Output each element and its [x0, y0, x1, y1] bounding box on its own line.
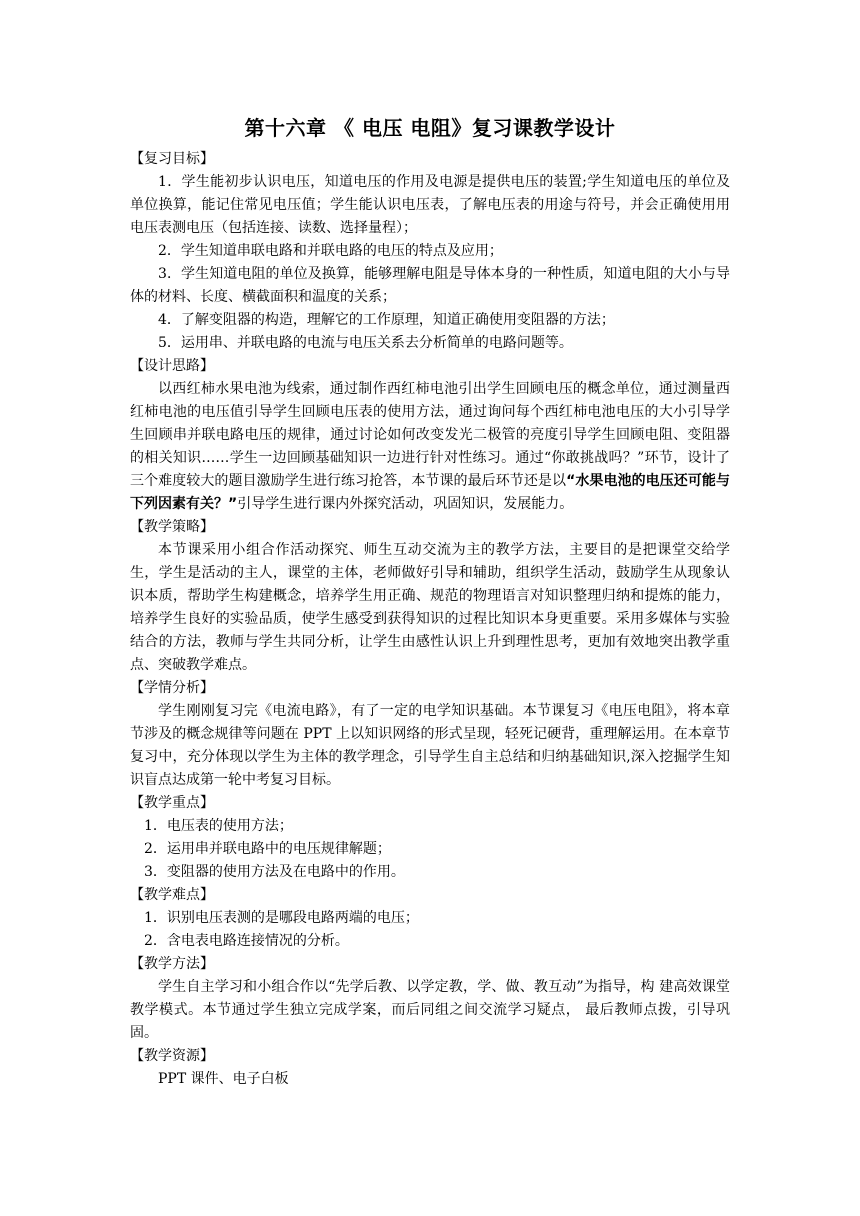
- key-point-item-3: 3．变阻器的使用方法及在电路中的作用。: [144, 864, 405, 880]
- key-point-item-2: 2．运用串并联电路中的电压规律解题；: [144, 841, 391, 857]
- goal-item-3: 3．学生知道电阻的单位及换算，能够理解电阻是导体本身的一种性质，知道电阻的大小与导体的材料、长度、横截面积和温度的关系；: [130, 266, 730, 305]
- document-page: [130, 114, 730, 1091]
- section-heading-key-points: 【教学重点】: [130, 795, 214, 811]
- section-heading-strategy: 【教学策略】: [130, 519, 214, 535]
- resources-paragraph: PPT 课件、电子白板: [158, 1071, 289, 1087]
- methods-paragraph: 学生自主学习和小组合作以“先学后教、以学定教，学、做、教互动”为指导，构 建高效课堂教学模式。本节通过学生独立完成学案，而后同组之间交流学习疑点， 最后教师点拨，引导巩固。: [130, 979, 730, 1041]
- goal-item-1: 1．学生能初步认识电压，知道电压的作用及电源是提供电压的装置;学生知道电压的单位及单位换算，能记住常见电压值；学生能认识电压表，了解电压表的用途与符号，并会正确使用用电压表测电压（包括连接、读数、选择量程）；: [130, 174, 730, 236]
- goal-item-4: 4．了解变阻器的构造，理解它的工作原理，知道正确使用变阻器的方法；: [158, 312, 615, 328]
- analysis-paragraph: 学生刚刚复习完《电流电路》，有了一定的电学知识基础。本节课复习《电压电阻》，将本章节涉及的概念规律等问题在 PPT 上以知识网络的形式呈现，轻死记硬背，重理解运用。在本章节复习中，充分体现以学生为主体的教学理念，引导学生自主总结和归纳基础知识,深入挖掘学生知识盲点达成第一轮中考复习目标。: [130, 703, 730, 788]
- document-title: 第十六章 《 电压 电阻》复习课教学设计: [244, 116, 616, 140]
- strategy-paragraph: 本节课采用小组合作活动探究、师生互动交流为主的教学方法，主要目的是把课堂交给学生，学生是活动的主人，课堂的主体，老师做好引导和辅助，组织学生活动，鼓励学生从现象认识本质，帮助学生构建概念，培养学生用正确、规范的物理语言对知识整理归纳和提炼的能力，培养学生良好的实验品质，使学生感受到获得知识的过程比知识本身更重要。采用多媒体与实验结合的方法，教师与学生共同分析，让学生由感性认识上升到理性思考，更加有效地突出教学重点、突破教学难点。: [130, 542, 730, 673]
- section-heading-design: 【设计思路】: [130, 358, 214, 374]
- design-text-before: 以西红柿水果电池为线索，通过制作西红柿电池引出学生回顾电压的概念单位，通过测量西红柿电池的电压值引导学生回顾电压表的使用方法，通过询问每个西红柿电池电压的大小引导学生回顾串并联电路电压的规律，通过讨论如何改变发光二极管的亮度引导学生回顾电阻、变阻器的相关知识……学生一边回顾基础知识一边进行针对性练习。通过“你敢挑战吗？”环节，设计了三个难度较大的题目激励学生进行练习抢答，本节课的最后环节还是以: [130, 381, 730, 489]
- section-heading-resources: 【教学资源】: [130, 1048, 214, 1064]
- goal-item-5: 5．运用串、并联电路的电流与电压关系去分析简单的电路问题等。: [158, 335, 573, 351]
- difficulty-item-1: 1．识别电压表测的是哪段电路两端的电压；: [144, 910, 419, 926]
- section-heading-analysis: 【学情分析】: [130, 680, 214, 696]
- key-point-item-1: 1．电压表的使用方法；: [144, 818, 293, 834]
- goal-item-2: 2．学生知道串联电路和并联电路的电压的特点及应用；: [158, 243, 503, 259]
- section-heading-goals: 【复习目标】: [130, 151, 214, 167]
- design-text-after: 引导学生进行课内外探究活动，巩固知识，发展能力。: [237, 496, 574, 512]
- difficulty-item-2: 2．含电表电路连接情况的分析。: [144, 933, 349, 949]
- design-paragraph: [130, 378, 730, 516]
- section-heading-difficulties: 【教学难点】: [130, 887, 214, 903]
- section-heading-methods: 【教学方法】: [130, 956, 214, 972]
- design-text-bold: “水果电池的电压还可能与下列因素有关？”: [130, 473, 730, 512]
